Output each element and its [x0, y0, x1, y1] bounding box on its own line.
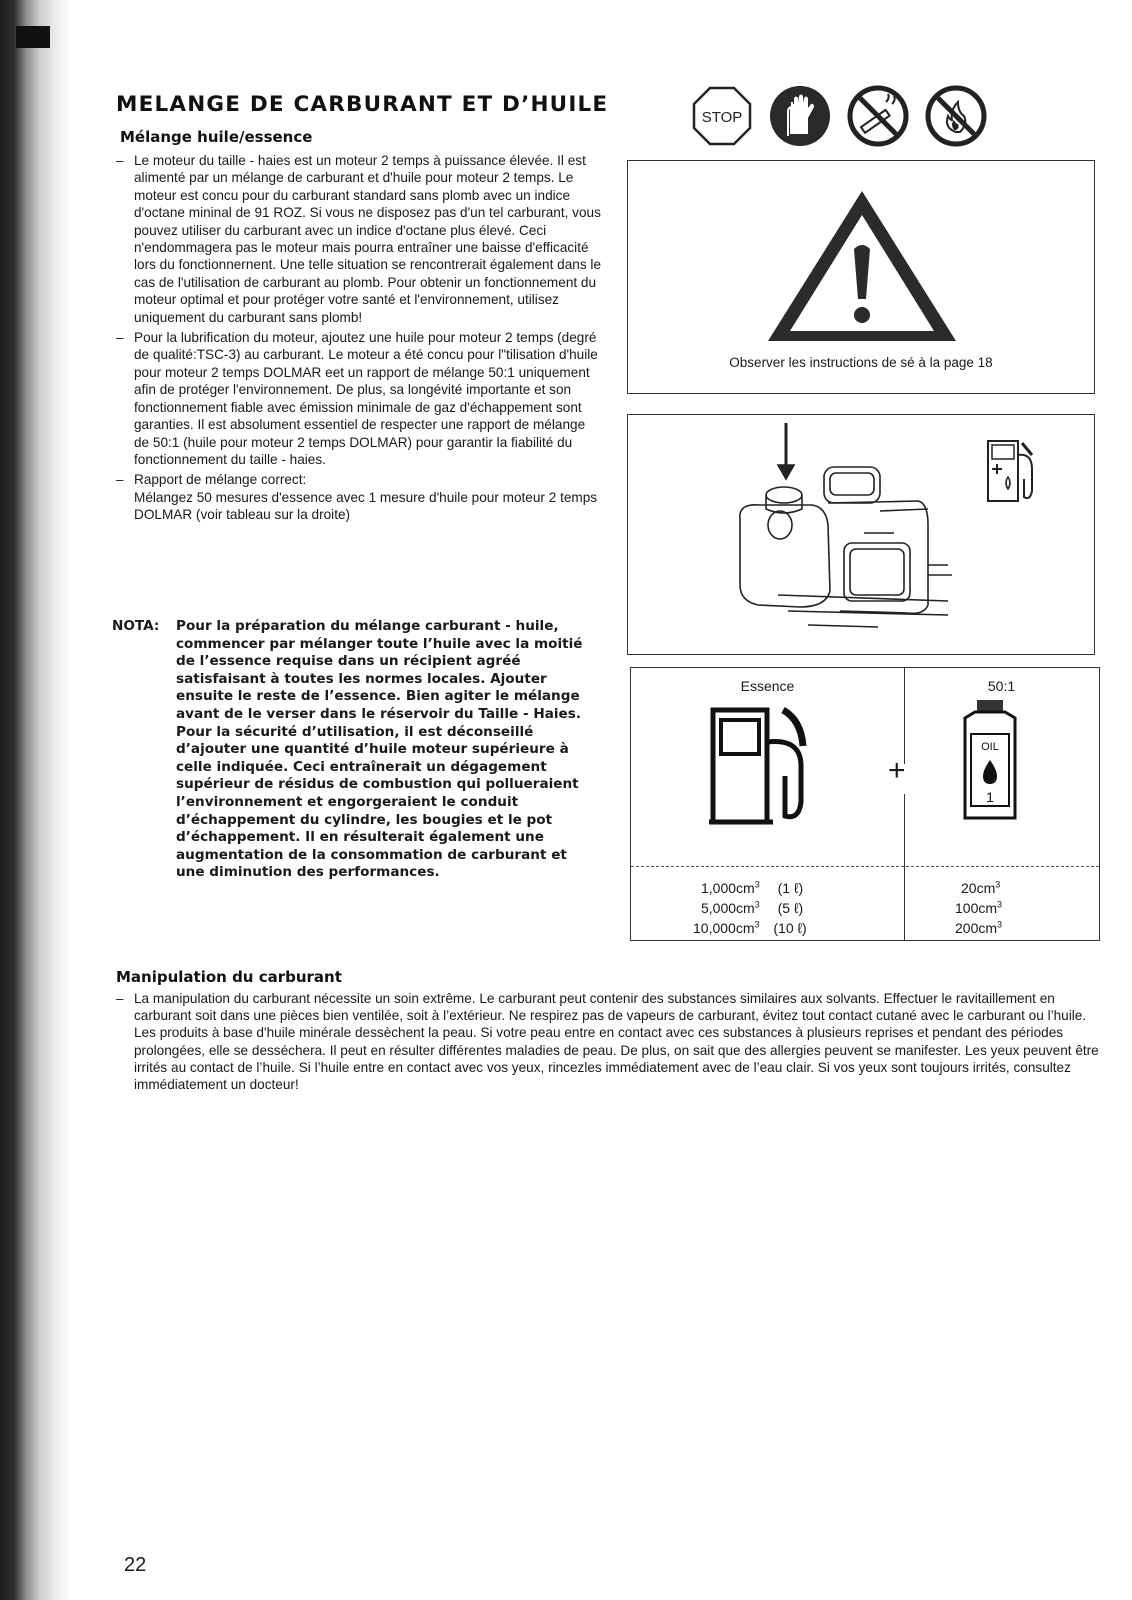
table-divider	[631, 866, 1099, 867]
cubic-superscript: 3	[997, 899, 1003, 910]
essence-volume: 5,000cm	[701, 900, 755, 916]
essence-litres: (10 ℓ)	[773, 920, 807, 936]
list-dash: –	[116, 330, 124, 346]
essence-litres: (1 ℓ)	[777, 880, 804, 896]
essence-litres: (5 ℓ)	[777, 900, 804, 916]
stop-label: STOP	[701, 109, 743, 126]
handling-text: La manipulation du carburant nécessite un soin extrême. Le carburant peut contenir des substances similaires aux solvants. Effectuer le ravitaillement en carburant soit dans une pièces bien ventilée, soit à l’extérieur. Ne respirez pas de vapeurs de carburant, évitez tout contact cutané avec le carburant ou l’huile. Les produits à base d'huile minérale dessèchent la peau. Si votre peau entre en contact avec ces substances à plusieurs reprises et pendant des périodes prolongées, elle se desséchera. Il peut en résulter différentes maladies de peau. De plus, on sait que des allergies peuvent se manifester. Les yeux peuvent être irrités au contact de l’huile. Si l’huile entre en contact avec vos yeux, rincezles immédiatement avec de l’eau clair. Si vos yeux sont toujours irrités, consultez immédiatement un docteur!	[134, 991, 1099, 1093]
safety-icons	[690, 84, 1000, 152]
table-row	[693, 920, 807, 936]
binding-corner	[16, 26, 50, 48]
list-item-detail: Mélangez 50 mesures d'essence avec 1 mesure d'huile pour moteur 2 temps DOLMAR (voir tableau sur la droite)	[134, 489, 598, 523]
list-item	[112, 471, 602, 523]
essence-volume: 1,000cm	[701, 880, 755, 896]
engine-illustration	[628, 415, 1094, 654]
warning-triangle-icon	[762, 185, 962, 347]
mixing-ratio-table	[630, 667, 1100, 941]
section-heading-handling: Manipulation du carburant	[116, 968, 342, 986]
list-dash: –	[116, 472, 124, 488]
no-smoking-icon	[846, 84, 910, 148]
table-row	[701, 880, 803, 896]
list-item-text: Le moteur du taille - haies est un moteur 2 temps à puissance élevée. Il est alimenté par un mélange de carburant et d'huile pour moteur 2 temps. Le moteur est concu pour du carburant standard sans plomb avec un indice d'octane mininal de 91 ROZ. Si vous ne disposez pas d'un tel carburant, vous pouvez utiliser du carburant avec un indice d'octane plus élevé. Ceci n'endommagera pas le moteur mais pourra entraîner une baisse d'efficacité lors du fonctionnernent. Une telle situation se rencontrerait également dans le cas de l'utilisation de carburant au plomb. Pour obtenir un fonctionnement du moteur optimal et pour protéger votre santé et l'environnement, utilisez uniquement du carburant sans plomb!	[134, 153, 601, 325]
oil-volume: 100cm	[955, 900, 998, 916]
list-dash: –	[116, 153, 124, 168]
stop-sign-icon	[690, 84, 754, 148]
handling-paragraph	[112, 990, 1102, 1093]
warning-caption: Observer les instructions de sé à la page 18	[729, 355, 993, 370]
cubic-superscript: 3	[997, 919, 1003, 930]
oil-label: OIL	[981, 741, 999, 753]
column-divider	[904, 794, 905, 940]
oil-volume-row	[961, 880, 1000, 896]
section-heading-mix: Mélange huile/essence	[120, 128, 313, 146]
fuel-pump-icon	[709, 702, 839, 828]
column-header-ratio: 50:1	[987, 678, 1016, 694]
cubic-superscript: 3	[754, 919, 760, 930]
list-item-text: Pour la lubrification du moteur, ajoutez une huile pour moteur 2 temps (degré de qualité:TSC-3) au carburant. Le moteur a été concu pour l"tilisation d'huile pour moteur 2 temps DOLMAR eet un rapport de mélange 50:1 uniquement afin de protéger l'environnement. De plus, sa longévité importante et son fonctionnement fiable avec émission minimale de gaz d'échappement sont garanties. Il est absolument essentiel de respecter une rapport de mélange de 50:1 (huile pour moteur 2 temps DOLMAR) pour garantir la fiabilité du fonctionnement du taille - haies.	[134, 330, 598, 467]
oil-bottle-icon	[955, 698, 1025, 824]
mix-instructions-list	[112, 152, 602, 527]
gloves-icon	[768, 84, 832, 148]
page-title: MELANGE DE CARBURANT ET D’HUILE	[116, 92, 609, 117]
cubic-superscript: 3	[754, 879, 760, 890]
list-item	[112, 152, 602, 326]
list-dash: –	[116, 991, 124, 1006]
plus-sign: +	[888, 754, 906, 787]
list-item	[112, 329, 602, 468]
engine-fill-illustration	[627, 414, 1095, 655]
oil-number: 1	[986, 789, 994, 805]
cubic-superscript: 3	[754, 899, 760, 910]
column-header-essence: Essence	[740, 678, 795, 694]
warning-box	[627, 160, 1095, 394]
oil-volume-row	[955, 900, 1002, 916]
oil-volume: 200cm	[955, 920, 998, 936]
nota-text: Pour la préparation du mélange carburant - huile, commencer par mélanger toute l’huile avec la moitié de l’essence requise dans un récipient agréé satisfaisant à toutes les normes locales. Ajouter ensuite le reste de l’essence. Bien agiter le mélange avant de le verser dans le réservoir du Taille - Haies. Pour la sécurité d’utilisation, il est déconseillé d’ajouter une quantité d’huile moteur supérieure à celle indiquée. Ceci entraînerait un dégagement supérieur de résidus de combustion qui pollueraient l’environnement et engorgeraient le conduit d’échappement du cylindre, les bougies et le pot d’échappement. Il en résulterait également une augmentation de la consommation de carburant et une diminution des performances.	[176, 618, 583, 881]
table-row	[701, 900, 803, 916]
nota-label: NOTA:	[112, 618, 160, 634]
scan-binding-edge	[0, 0, 70, 1600]
list-item-text: Rapport de mélange correct:	[134, 472, 307, 488]
fuel-pump-small-icon	[988, 441, 1032, 501]
no-open-flame-icon	[924, 84, 988, 148]
page-number: 22	[124, 1554, 147, 1576]
oil-volume-row	[955, 920, 1002, 936]
essence-volume: 10,000cm	[693, 920, 755, 936]
cubic-superscript: 3	[995, 879, 1001, 890]
oil-volume: 20cm	[961, 880, 996, 896]
